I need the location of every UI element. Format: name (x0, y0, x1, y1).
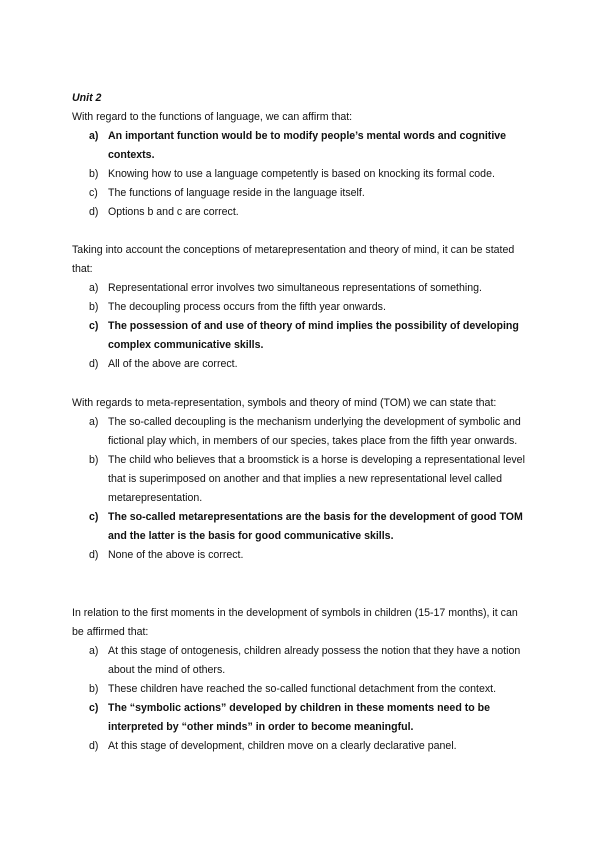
option-letter: b) (89, 301, 99, 313)
option-b (72, 451, 530, 508)
option-text: The decoupling process occurs from the fifth year onwards. (108, 301, 386, 313)
option-letter: c) (89, 511, 99, 523)
option-text: The so-called decoupling is the mechanism underlying the development of symbolic and fictional play which, in members of our species, takes place from the fifth year onwards. (108, 416, 521, 447)
option-c (72, 699, 530, 737)
option-b (72, 680, 530, 699)
option-text: The possession of and use of theory of mind implies the possibility of developing complex communicative skills. (108, 320, 519, 351)
option-letter: a) (89, 130, 99, 142)
question-stem: In relation to the first moments in the development of symbols in children (15-17 months), it can be affirmed that: (72, 607, 518, 638)
option-text: The so-called metarepresentations are the basis for the development of good TOM and the latter is the basis for good communicative skills. (108, 511, 523, 542)
question-stem: With regard to the functions of language, we can affirm that: (72, 111, 353, 123)
option-letter: c) (89, 702, 99, 714)
option-text: All of the above are correct. (108, 358, 238, 370)
option-c (72, 184, 530, 203)
options-list (72, 413, 530, 565)
option-text: These children have reached the so-called functional detachment from the context. (108, 683, 497, 695)
question-stem: With regards to meta-representation, symbols and theory of mind (TOM) we can state that: (72, 397, 497, 409)
option-c (72, 508, 530, 546)
question-2 (72, 241, 530, 374)
option-letter: b) (89, 454, 99, 466)
option-c (72, 317, 530, 355)
option-b (72, 165, 530, 184)
option-d (72, 737, 530, 756)
options-list (72, 127, 530, 222)
question-3 (72, 394, 530, 565)
option-letter: a) (89, 416, 99, 428)
option-letter: d) (89, 740, 99, 752)
options-list (72, 279, 530, 374)
option-letter: a) (89, 645, 99, 657)
option-text: At this stage of ontogenesis, children already possess the notion that they have a notion about the mind of others. (108, 645, 521, 676)
option-text: The child who believes that a broomstick is a horse is developing a representational level that is superimposed on another and that implies a new representational level called metarepresentation. (108, 454, 525, 504)
option-text: At this stage of development, children move on a clearly declarative panel. (108, 740, 457, 752)
option-letter: d) (89, 358, 99, 370)
option-text: The “symbolic actions” developed by children in these moments need to be interpreted by “other minds” in order to become meaningful. (108, 702, 491, 733)
option-text: None of the above is correct. (108, 549, 244, 561)
option-d (72, 355, 530, 374)
option-a (72, 279, 530, 298)
option-text: An important function would be to modify people’s mental words and cognitive contexts. (108, 130, 507, 161)
option-letter: a) (89, 282, 99, 294)
question-4 (72, 604, 530, 756)
option-b (72, 298, 530, 317)
option-letter: c) (89, 320, 99, 332)
option-letter: c) (89, 187, 98, 199)
option-d (72, 203, 530, 222)
options-list (72, 642, 530, 756)
unit-title: Unit 2 (72, 92, 102, 104)
option-a (72, 642, 530, 680)
option-text: Representational error involves two simultaneous representations of something. (108, 282, 482, 294)
option-letter: b) (89, 683, 99, 695)
question-stem: Taking into account the conceptions of metarepresentation and theory of mind, it can be stated that: (72, 244, 515, 275)
question-1 (72, 108, 530, 222)
option-a (72, 127, 530, 165)
option-a (72, 413, 530, 451)
option-letter: b) (89, 168, 99, 180)
option-letter: d) (89, 206, 99, 218)
option-text: Options b and c are correct. (108, 206, 239, 218)
option-letter: d) (89, 549, 99, 561)
option-text: Knowing how to use a language competently is based on knocking its formal code. (108, 168, 495, 180)
option-text: The functions of language reside in the language itself. (108, 187, 365, 199)
option-d (72, 546, 530, 565)
